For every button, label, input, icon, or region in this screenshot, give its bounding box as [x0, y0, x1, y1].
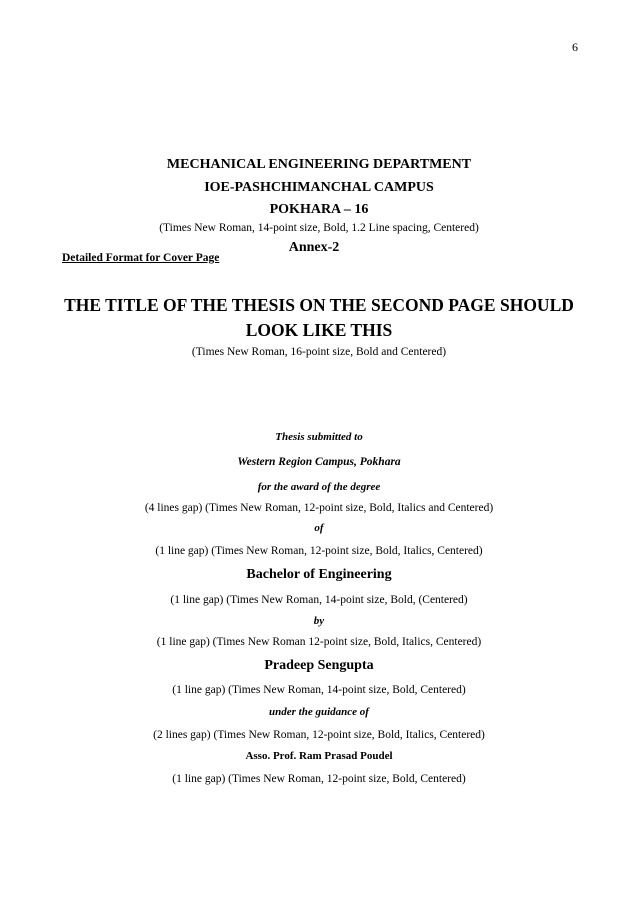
award-text: for the award of the degree	[257, 481, 381, 493]
supervisor-name: Asso. Prof. Ram Prasad Poudel	[245, 750, 393, 762]
title-format-note: (Times New Roman, 16-point size, Bold and Centered)	[191, 346, 447, 358]
header-format-note: (Times New Roman, 14-point size, Bold, 1.2 Line spacing, Centered)	[159, 222, 479, 234]
author-format-note: (1 line gap) (Times New Roman, 14-point size, Bold, Centered)	[172, 684, 466, 696]
by-text: by	[313, 615, 325, 627]
submitted-to-text: Thesis submitted to	[275, 431, 363, 443]
supervisor-format-note: (1 line gap) (Times New Roman, 12-point size, Bold, Centered)	[172, 773, 466, 785]
campus-heading: IOE-PASHCHIMANCHAL CAMPUS	[204, 180, 434, 195]
thesis-title-line-1: THE TITLE OF THE THESIS ON THE SECOND PAGE SHOULD	[64, 295, 574, 315]
of-format-note: (1 line gap) (Times New Roman, 12-point size, Bold, Italics, Centered)	[155, 545, 483, 557]
city-heading: POKHARA – 16	[269, 202, 369, 217]
degree-format-note: (1 line gap) (Times New Roman, 14-point size, Bold, (Centered)	[170, 594, 468, 606]
author-name: Pradeep Sengupta	[264, 658, 374, 673]
institution-text: Western Region Campus, Pokhara	[237, 456, 401, 468]
guidance-format-note: (2 lines gap) (Times New Roman, 12-point size, Bold, Italics, Centered)	[153, 729, 485, 741]
thesis-title-line-2: LOOK LIKE THIS	[245, 320, 393, 340]
award-format-note: (4 lines gap) (Times New Roman, 12-point size, Bold, Italics and Centered)	[144, 502, 494, 514]
annex-label: Annex-2	[288, 240, 340, 255]
degree-text: Bachelor of Engineering	[246, 567, 392, 582]
guidance-text: under the guidance of	[269, 706, 369, 718]
cover-format-label: Detailed Format for Cover Page	[62, 252, 220, 264]
by-format-note: (1 line gap) (Times New Roman 12-point size, Bold, Italics, Centered)	[156, 636, 482, 648]
of-text: of	[314, 522, 324, 534]
page-number: 6	[572, 40, 578, 54]
department-heading: MECHANICAL ENGINEERING DEPARTMENT	[166, 157, 472, 172]
